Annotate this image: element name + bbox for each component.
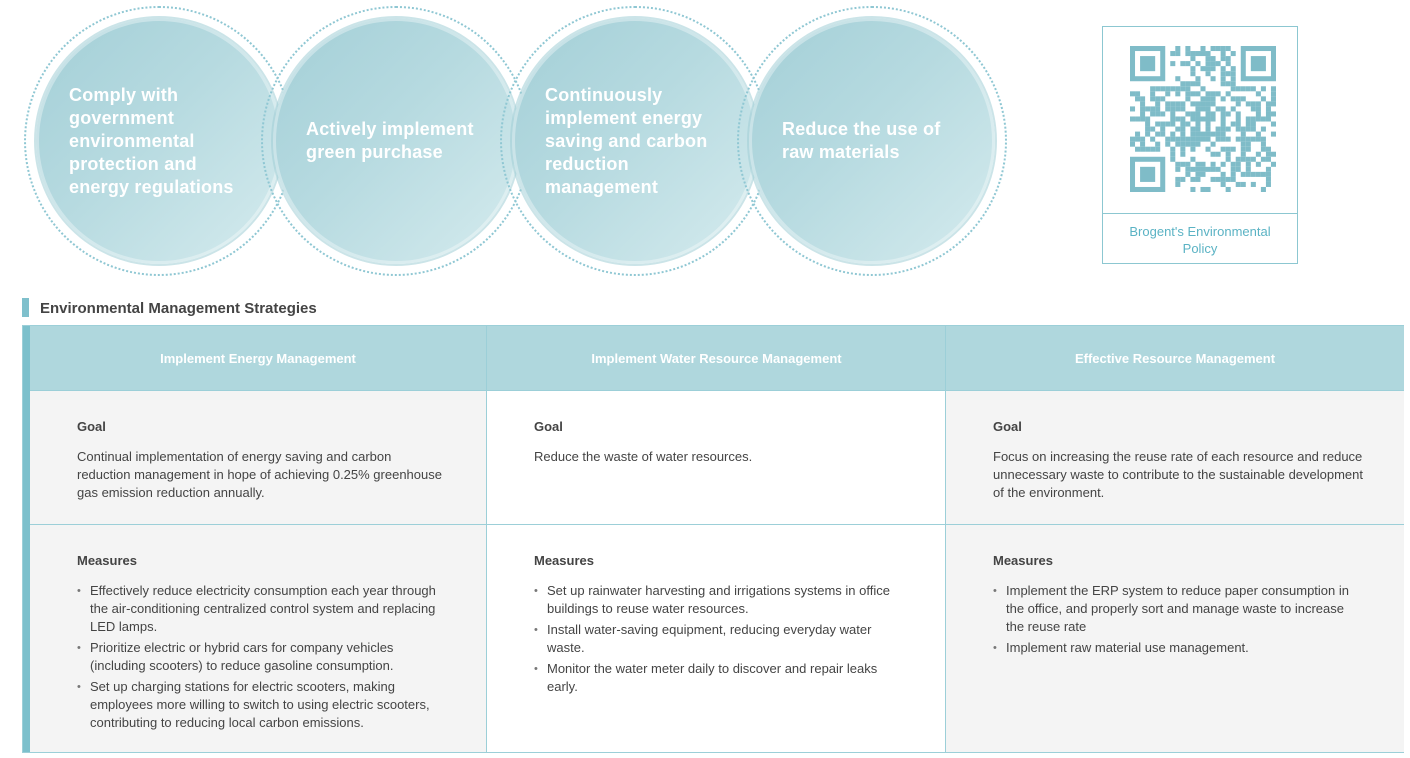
principle-text: Continuously implement energy saving and carbon reduction management [545, 84, 708, 197]
list-item: • Implement the ERP system to reduce paper consumption in the office, and properly sort and manage waste to increase the reuse rate [993, 582, 1364, 636]
measures-list [534, 582, 906, 696]
policy-link[interactable]: Brogent's Environmental Policy [1129, 224, 1271, 256]
strategy-column-resource [945, 326, 1404, 752]
circle-bubble [273, 18, 519, 264]
principle-circle-4 [737, 6, 1007, 276]
principle-text: Comply with government environmental protection and energy regulations [69, 84, 234, 197]
qr-code-icon[interactable] [1130, 46, 1276, 192]
list-item: • Monitor the water meter daily to discover and repair leaks early. [534, 660, 906, 696]
circle-bubble [512, 18, 758, 264]
strategy-column-water [486, 326, 946, 752]
circle-bubble [36, 18, 282, 264]
measures-cell [487, 525, 946, 752]
measures-label: Measures [534, 553, 594, 568]
measures-cell [946, 525, 1404, 752]
list-item: • Effectively reduce electricity consumption each year through the air-conditioning centralized control system and replacing LED lamps. [77, 582, 446, 636]
list-item: • Prioritize electric or hybrid cars for company vehicles (including scooters) to reduce gasoline consumption. [77, 639, 446, 675]
list-item: • Set up charging stations for electric scooters, making employees more willing to switch to using electric scooters, contributing to reducing local carbon emissions. [77, 678, 446, 732]
goal-text: Focus on increasing the reuse rate of each resource and reduce unnecessary waste to contribute to the sustainable development of the environment. [993, 449, 1364, 500]
list-item: • Implement raw material use management. [993, 639, 1364, 657]
goal-text: Reduce the waste of water resources. [534, 449, 753, 464]
measures-label: Measures [993, 553, 1053, 568]
measures-list [77, 582, 446, 732]
goal-cell [487, 391, 946, 525]
principle-text: Reduce the use of raw materials [782, 119, 941, 162]
column-header: Implement Energy Management [30, 326, 486, 391]
goal-label: Goal [993, 419, 1022, 434]
strategy-column-energy [30, 326, 486, 752]
goal-cell [946, 391, 1404, 525]
measures-label: Measures [77, 553, 137, 568]
circle-bubble [749, 18, 995, 264]
principle-circle-3 [500, 6, 770, 276]
list-item: • Install water-saving equipment, reducing everyday water waste. [534, 621, 906, 657]
policy-qr-card[interactable] [1102, 26, 1298, 264]
divider [1103, 213, 1297, 214]
goal-label: Goal [534, 419, 563, 434]
goal-label: Goal [77, 419, 106, 434]
strategies-table [22, 325, 1404, 753]
column-header: Implement Water Resource Management [487, 326, 946, 391]
goal-cell [30, 391, 486, 525]
table-accent-bar [23, 326, 30, 752]
measures-list [993, 582, 1364, 657]
section-accent-bar [22, 298, 29, 317]
column-header: Effective Resource Management [946, 326, 1404, 391]
principle-circle-2 [261, 6, 531, 276]
goal-text: Continual implementation of energy saving and carbon reduction management in hope of achieving 0.25% greenhouse gas emission reduction annually. [77, 449, 442, 500]
measures-cell [30, 525, 486, 752]
principle-circle-1 [24, 6, 294, 276]
principle-text: Actively implement green purchase [306, 119, 474, 162]
list-item: • Set up rainwater harvesting and irrigations systems in office buildings to reuse water resources. [534, 582, 906, 618]
section-title: Environmental Management Strategies [40, 300, 317, 317]
